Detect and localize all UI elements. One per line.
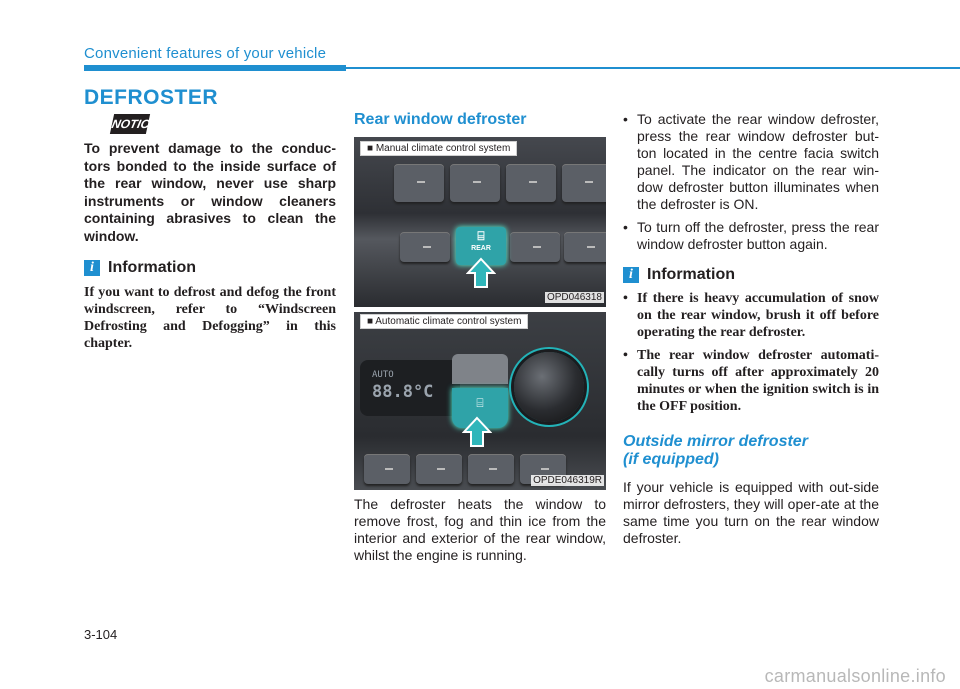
mirror-title-line1: Outside mirror defroster <box>623 433 808 450</box>
notice-badge <box>110 114 159 134</box>
mirror-defroster-text: If your vehicle is equipped with out-side mirror defrosters, they will oper-ate at the same time you turn on the rear window defroster. <box>623 479 879 546</box>
panel-button <box>468 454 514 484</box>
list-item: • To turn off the defroster, press the rear window defroster button again. <box>623 219 879 253</box>
panel-button <box>394 164 444 202</box>
arrow-up-icon <box>466 257 496 289</box>
panel-button <box>510 232 560 262</box>
info-heading <box>623 266 735 284</box>
info-list <box>623 290 879 421</box>
image-code: OPD046318 <box>546 292 602 303</box>
panel-button <box>564 232 606 262</box>
image-caption: ■ Automatic climate control system <box>360 314 528 329</box>
rear-defroster-text: The defroster heats the window to remove frost, fog and thin ice from the interior and exterior of the rear window, whilst the engine is running. <box>354 496 606 563</box>
info-text: If you want to defrost and defog the front windscreen, refer to “Windscreen Defrosting and Defogging” in this chapter. <box>84 285 336 351</box>
panel-button <box>506 164 556 202</box>
info-title: Information <box>108 259 196 276</box>
defrost-icon: ⌸ <box>476 396 484 410</box>
defroster-instructions <box>623 111 879 259</box>
notice-text: To prevent damage to the conduc-tors bonded to the inside surface of the rear window, never use sharp instruments or window cleaners containing abrasives to clean the window. <box>84 140 336 244</box>
image-caption: ■ Manual climate control system <box>360 141 517 156</box>
panel-button <box>562 164 606 202</box>
manual-climate-photo <box>354 137 606 307</box>
image-code: OPDE046319R <box>533 475 602 486</box>
mirror-title-line2: (if equipped) <box>623 451 719 468</box>
info-icon: i <box>623 267 639 283</box>
panel-button <box>400 232 450 262</box>
display-temperature: 88.8°C <box>372 382 434 402</box>
header-accent-bar <box>84 65 346 71</box>
page-number: 3-104 <box>84 627 118 642</box>
panel-button <box>450 164 500 202</box>
notice-badge-label: NOTICE <box>110 114 150 134</box>
display-auto: AUTO <box>372 370 394 380</box>
info-title: Information <box>647 266 735 283</box>
climate-display <box>360 360 460 416</box>
panel-button <box>364 454 410 484</box>
list-item: • To activate the rear window defroster, press the rear window defroster but-ton located in the centre facia switch panel. The indicator on the rear win-dow defroster button illuminates when the defroster is ON. <box>623 111 879 213</box>
list-item: • The rear window defroster automati-cally turns off after approximately 20 minutes or when the ignition switch is in the OFF position. <box>623 347 879 415</box>
defrost-icon: ⌸ <box>477 229 485 243</box>
section-title: DEFROSTER <box>84 86 219 109</box>
rear-defroster-title: Rear window defroster <box>354 111 527 128</box>
temperature-knob <box>514 352 584 422</box>
arrow-up-icon <box>462 416 492 448</box>
mirror-defroster-title <box>623 433 808 469</box>
watermark: carmanualsonline.info <box>764 666 946 686</box>
rear-button-label: REAR <box>471 245 491 252</box>
info-heading <box>84 259 196 277</box>
auto-climate-photo <box>354 312 606 490</box>
header-title: Convenient features of your vehicle <box>84 45 327 62</box>
panel-button <box>452 354 508 384</box>
panel-button <box>416 454 462 484</box>
info-icon: i <box>84 260 100 276</box>
list-item: • If there is heavy accumulation of snow on the rear window, brush it off before operating the rear defroster. <box>623 290 879 341</box>
